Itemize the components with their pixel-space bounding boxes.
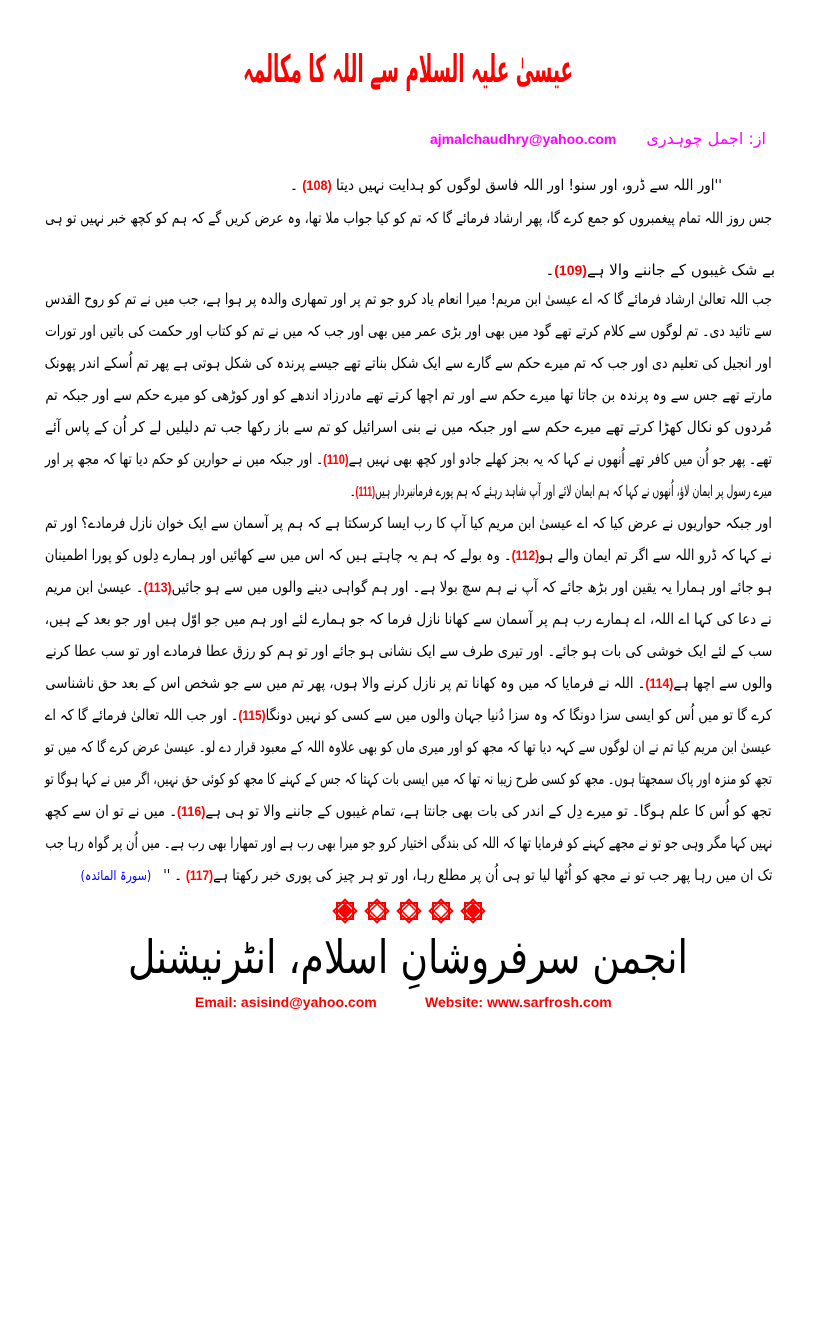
text-segment: میرے رسول پر ایمان لاؤ، اُنھوں نے کہا کہ ہم ایمان لائے اور آپ شاہد رہئے کہ ہم پورے فرمانبردار ہیں: [374, 482, 772, 500]
text-segment: نہیں کہا مگر وہی جو تو نے مجھے کہنے کو فرمایا تھا کہ اللہ کی بندگی اختیار کرو جو میرا بھی رب ہے اور تمھارا بھی رب ہے۔ میں اُن پر گواہ رہا جب: [45, 834, 772, 852]
ornament-divider: [330, 896, 488, 930]
text-segment: جب اللہ تعالیٰ ارشاد فرمائے گا کہ اے عیسیٰ ابن مریم! میرا انعام یاد کرو جو تم پر اور تمھاری والدہ پر ہوا ہے، جب میں نے تم کو روح القدس: [45, 290, 772, 308]
text-segment: مارتے تھے جس سے وہ پرندہ بن جاتا تھا میرے حکم سے اور تم اچھا کرتے تھے مادرزاد اندھے کو اور کوڑھی کو میرے حکم سے اور جبکہ تم: [45, 386, 772, 404]
text-segment: کرے گا تو میں اُس کو ایسی سزا دونگا کہ وہ سزا دُنیا جہان والوں میں سے کسی کو نہیں دونگا: [265, 706, 772, 724]
text-segment: ۔ وہ بولے کہ ہم یہ چاہتے ہیں کہ اس میں سے کھائیں اور ہمارے دِلوں کو پورا اطمینان: [45, 546, 512, 564]
verse-reference: (116): [177, 803, 206, 819]
text-segment: تجھ کو منزہ اور پاک سمجھتا ہوں۔ مجھ کو کسی طرح زیبا نہ تھا کہ میں ایسی بات کہتا کہ جس کے کہنے کا مجھ کو کوئی حق نہیں، اگر میں نے کہا ہوگا تو: [45, 770, 772, 788]
text-line: [45, 382, 772, 408]
star-ornament-icon: [394, 896, 424, 930]
text-segment: تجھ کو اُس کا علم ہوگا۔ تو میرے دِل کے اندر کی بات بھی جانتا ہے، تمام غیبوں کے جاننے والا تو ہی ہے: [205, 802, 772, 820]
verse-reference: (111): [355, 483, 375, 499]
text-line: [45, 446, 772, 472]
text-segment: ''اور اللہ سے ڈرو، اور سنو! اور اللہ فاسق لوگوں کو ہدایت نہیں دیتا: [331, 176, 722, 194]
text-line: [45, 205, 772, 231]
text-segment: ۔ میں نے تو ان سے کچھ: [45, 802, 178, 820]
text-segment: تھے۔ پھر جو اُن میں کافر تھے اُنھوں نے کہا کہ یہ بجز کھلے جادو اور کچھ بھی نہیں ہے: [348, 450, 772, 468]
text-segment: ہو جائے اور ہمارا یہ یقین اور بڑھ جائے کہ آپ نے ہم سچ بولا ہے۔ اور ہم گواہی دینے والوں میں سے ہو جائیں: [171, 578, 772, 596]
verse-reference: (108): [302, 177, 332, 193]
verse-reference: (117): [185, 867, 213, 883]
verse-reference: (114): [645, 675, 674, 691]
text-segment: سے تائید دی۔ تم لوگوں سے کلام کرتے تھے گود میں بھی اور بڑی عمر میں بھی اور جب کہ میں نے تم کو کتاب اور حکمت کی باتیں اور تورات: [45, 322, 772, 340]
text-line: [45, 702, 772, 728]
text-line: [470, 257, 775, 283]
text-line: [45, 798, 772, 824]
text-segment: اور جبکہ حواریوں نے عرض کیا کہ اے عیسیٰ ابن مریم کیا آپ کا رب ایسا کرسکتا ہے کہ ہم پر آسمان سے ایک خوان نازل فرمادے؟ اور تم: [45, 514, 772, 532]
text-line: [80, 862, 772, 888]
text-line: [45, 318, 772, 344]
text-segment: ۔: [290, 176, 303, 194]
text-line: [350, 478, 772, 504]
text-segment: اور انجیل کی تعلیم دی اور جب کہ تم میرے حکم سے گارے سے ایک شکل بناتے تھے جیسے پرندہ کی شکل ہوتی ہے پھر تم اُسکے اندر پھونک: [45, 354, 772, 372]
text-line: [45, 830, 772, 856]
star-ornament-icon: [426, 896, 456, 930]
text-line: [45, 734, 772, 760]
text-segment: تک ان میں رہا پھر جب تو نے مجھ کو اُٹھا لیا تو ہی اُن پر مطلع رہا، اور تو ہر چیز کی پوری خبر رکھتا ہے: [212, 866, 772, 884]
verse-reference: (110): [323, 451, 349, 467]
page-title: عیسیٰ علیہ السلام سے اللہ کا مکالمہ: [243, 47, 573, 91]
star-ornament-icon: [362, 896, 392, 930]
text-segment: والوں سے اچھا ہے: [673, 674, 772, 692]
text-segment: سب کے لئے ایک خوشی کی بات ہو جائے۔ اور تیری طرف سے ایک نشانی ہو جائے اور تو ہم کو رزق عطا فرمادے اور تو سب عطا کرنے: [45, 642, 772, 660]
text-line: [45, 542, 772, 568]
text-segment: عیسیٰ ابن مریم کیا تم نے ان لوگوں سے کہہ دیا تھا کہ مجھ کو اور میری ماں کو بھی علاوہ اللہ کے معبود قرار دے لو۔ عیسیٰ عرض کرے گا کہ میں تو: [45, 738, 772, 756]
verse-reference: (109): [554, 262, 587, 278]
text-segment: ۔ '': [162, 866, 186, 884]
text-line: [45, 574, 772, 600]
text-segment: جس روز اللہ تمام پیغمبروں کو جمع کرے گا، پھر ارشاد فرمائے گا کہ تم کو کیا جواب ملا تھا، وہ عرض کریں گے کہ ہم کو کچھ خبر نہیں تو ہی: [45, 209, 772, 227]
text-line: [45, 414, 772, 440]
text-segment: بے شک غیبوں کے جاننے والا ہے: [586, 261, 775, 279]
footer-email: Email: asisind@yahoo.com: [195, 994, 377, 1010]
text-segment: نے دعا کی کہا اے اللہ، اے ہمارے رب ہم پر آسمان سے کھانا نازل فرما کہ جو ہمارے لئے اور ہم میں جو اوّل ہیں اور جو بعد کے ہیں،: [45, 610, 772, 628]
text-segment: مُردوں کو نکال کھڑا کرتے تھے میرے حکم سے اور جبکہ میں نے بنی اسرائیل کو تم سے باز رکھا جب تم دلیلیں لے کر اُن کے پاس آئے: [45, 418, 772, 436]
organization-name: انجمن سرفروشانِ اسلام، انٹرنیشنل: [128, 930, 688, 984]
text-segment: نے کہا کہ ڈرو اللہ سے اگر تم ایمان والے ہو: [539, 546, 772, 564]
text-segment: ۔ اور جبکہ میں نے حوارین کو حکم دیا تھا کہ مجھ پر اور: [45, 450, 324, 468]
verse-reference: (115): [238, 707, 266, 723]
text-segment: ۔ اور جب اللہ تعالیٰ فرمائے گا کہ اے: [45, 706, 239, 724]
text-segment: ۔: [350, 482, 356, 500]
author-name: از: اجمل چوہدری: [646, 129, 766, 148]
text-line: [45, 638, 772, 664]
author-email: ajmalchaudhry@yahoo.com: [430, 131, 617, 147]
text-segment: ۔ عیسیٰ ابن مریم: [45, 578, 144, 596]
text-line: [45, 606, 772, 632]
star-ornament-icon: [330, 896, 360, 930]
text-segment: ۔ اللہ نے فرمایا کہ میں وہ کھانا تم پر نازل کرنے والا ہوں، پھر تم میں سے جو شخص اس کے بعد حق ناشناسی: [45, 674, 646, 692]
verse-reference: (113): [143, 579, 172, 595]
text-line: [45, 350, 772, 376]
footer-website: Website: www.sarfrosh.com: [425, 994, 612, 1010]
text-line: [45, 670, 772, 696]
star-ornament-icon: [458, 896, 488, 930]
author-line: [430, 126, 766, 152]
text-segment: ۔: [545, 261, 555, 279]
text-line: [45, 286, 772, 312]
text-line: [45, 510, 772, 536]
surah-source: (سورۃ المائدہ): [80, 869, 151, 884]
verse-reference: (112): [511, 547, 540, 563]
text-line: [45, 766, 772, 792]
text-line: [290, 172, 722, 198]
